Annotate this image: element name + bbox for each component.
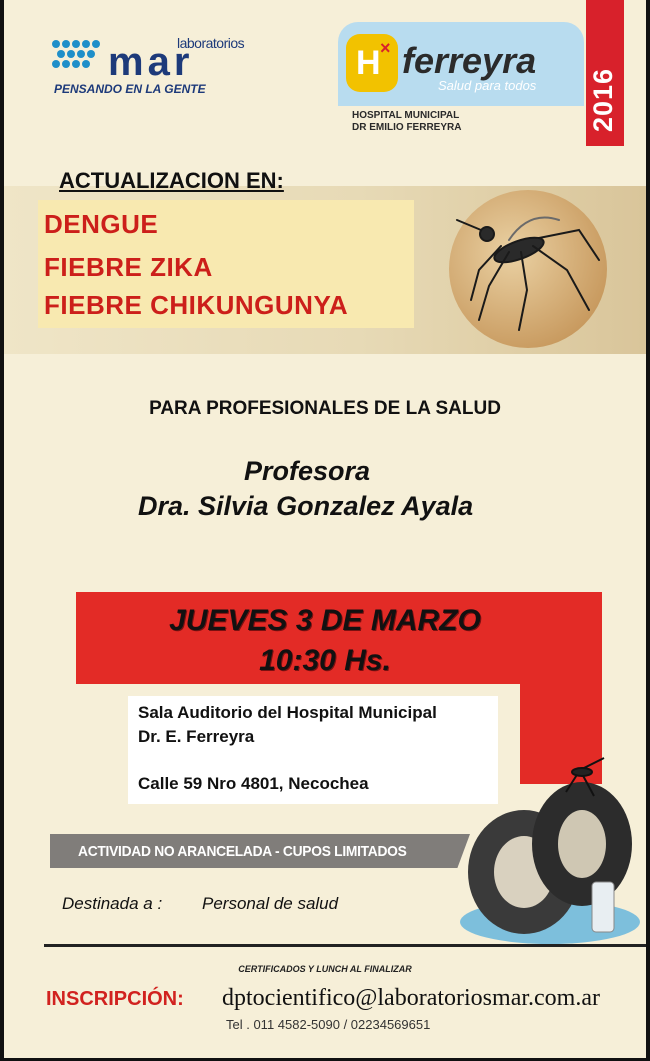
topic-item: FIEBRE ZIKA: [44, 252, 213, 282]
hospital-slogan: Salud para todos: [438, 78, 537, 93]
audience-text: PARA PROFESIONALES DE LA SALUD: [149, 398, 501, 419]
inscription-label: INSCRIPCIÓN:: [46, 988, 184, 1010]
footer-divider: [44, 944, 646, 947]
certificates-note: CERTIFICADOS Y LUNCH AL FINALIZAR: [238, 964, 412, 974]
mar-dots-icon: [50, 38, 106, 72]
svg-text:×: ×: [380, 38, 391, 58]
speaker-title: Profesora: [244, 456, 371, 486]
mosquito-icon: [449, 190, 607, 348]
lab-small-label: laboratorios: [177, 35, 245, 51]
speaker-name: Dra. Silvia Gonzalez Ayala: [138, 491, 474, 521]
svg-text:H: H: [356, 44, 381, 82]
event-time: 10:30 Hs.: [259, 644, 391, 677]
ferreyra-logo: [338, 22, 584, 138]
venue-line-1: Sala Auditorio del Hospital Municipal: [138, 703, 437, 722]
mosquito-badge: [449, 190, 607, 348]
topic-item: DENGUE: [44, 209, 159, 239]
contact-phones: Tel . 011 4582-5090 / 02234569651: [226, 1017, 431, 1032]
hospital-line-2: DR EMILIO FERREYRA: [352, 122, 462, 133]
lab-tagline: PENSANDO EN LA GENTE: [54, 82, 206, 96]
venue-line-2: Dr. E. Ferreyra: [138, 727, 255, 746]
destination-value: Personal de salud: [202, 894, 339, 913]
poster: [4, 0, 646, 1058]
ferreyra-logo-icon: [344, 30, 400, 96]
lab-name: mar: [108, 40, 194, 84]
inscription-email[interactable]: dptocientifico@laboratoriosmar.com.ar: [222, 985, 600, 1011]
topic-item: FIEBRE CHIKUNGUNYA: [44, 290, 349, 320]
tires-mosquito-illustration: [454, 752, 646, 952]
destination-label: Destinada a :: [62, 894, 163, 913]
hospital-brand: ferreyra: [402, 40, 537, 81]
notice-text: ACTIVIDAD NO ARANCELADA - CUPOS LIMITADOS: [78, 843, 407, 860]
hospital-line-1: HOSPITAL MUNICIPAL: [352, 110, 460, 121]
mar-logo: [50, 30, 250, 100]
year-label: 2016: [588, 67, 618, 132]
event-date: JUEVES 3 DE MARZO: [169, 604, 481, 637]
topics-heading: ACTUALIZACION EN:: [59, 168, 284, 193]
venue-address: Calle 59 Nro 4801, Necochea: [138, 774, 369, 793]
